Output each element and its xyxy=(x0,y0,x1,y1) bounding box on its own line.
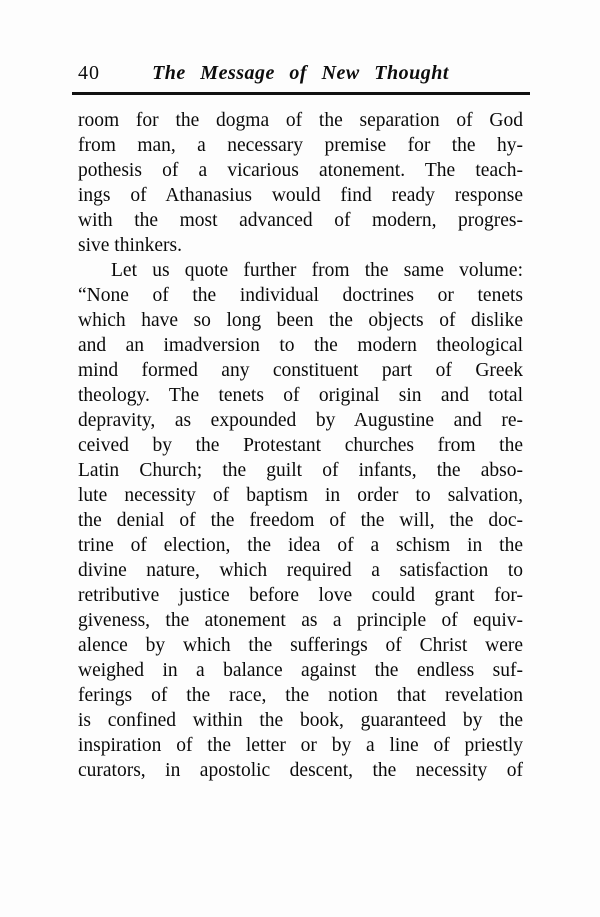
text-line: and an imadversion to the modern theological xyxy=(78,335,523,356)
text-line: with the most advanced of modern, progres- xyxy=(78,210,523,231)
page-header xyxy=(78,60,523,86)
text-line: inspiration of the letter or by a line of priestly xyxy=(78,735,523,756)
text-line: theology. The tenets of original sin and total xyxy=(78,385,523,406)
text-line: weighed in a balance against the endless suf- xyxy=(78,660,523,681)
text-line: alence by which the sufferings of Christ were xyxy=(78,635,523,656)
running-title: The Message of New Thought xyxy=(152,62,449,84)
text-line: divine nature, which required a satisfaction to xyxy=(78,560,523,581)
text-line: lute necessity of baptism in order to salvation, xyxy=(78,485,523,506)
text-line: Let us quote further from the same volume: xyxy=(111,260,523,281)
text-line: mind formed any constituent part of Greek xyxy=(78,360,523,381)
text-line: room for the dogma of the separation of God xyxy=(78,110,523,131)
text-line: which have so long been the objects of dislike xyxy=(78,310,523,331)
text-line: is confined within the book, guaranteed by the xyxy=(78,710,523,731)
text-line: pothesis of a vicarious atonement. The teach- xyxy=(78,160,523,181)
text-line: Latin Church; the guilt of infants, the abso- xyxy=(78,460,523,481)
text-line: retributive justice before love could grant for- xyxy=(78,585,523,606)
text-line: depravity, as expounded by Augustine and re- xyxy=(78,410,523,431)
page-number: 40 xyxy=(78,62,100,84)
text-line: ferings of the race, the notion that revelation xyxy=(78,685,523,706)
text-column xyxy=(78,60,523,783)
text-line: ceived by the Protestant churches from the xyxy=(78,435,523,456)
header-rule xyxy=(72,92,530,95)
text-line: ings of Athanasius would find ready response xyxy=(78,185,523,206)
text-line: trine of election, the idea of a schism in the xyxy=(78,535,523,556)
text-line: sive thinkers. xyxy=(78,235,182,256)
text-line: “None of the individual doctrines or tenets xyxy=(78,285,523,306)
text-line: giveness, the atonement as a principle of equiv- xyxy=(78,610,523,631)
page-body xyxy=(78,108,523,783)
text-line: curators, in apostolic descent, the necessity of xyxy=(78,760,523,781)
text-line: from man, a necessary premise for the hy- xyxy=(78,135,523,156)
text-line: the denial of the freedom of the will, the doc- xyxy=(78,510,523,531)
